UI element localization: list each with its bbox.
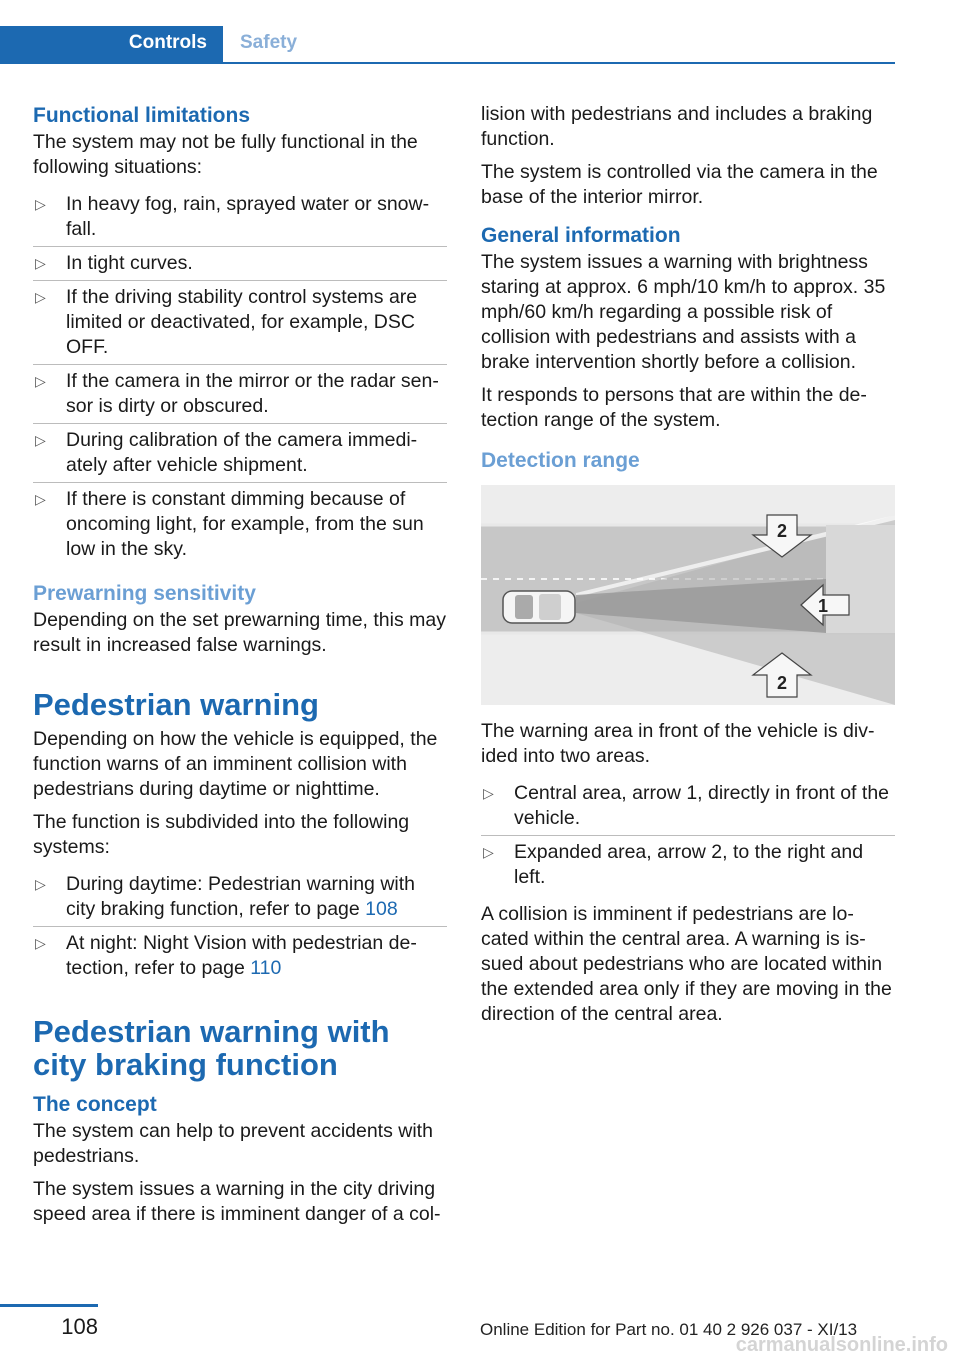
tab-controls[interactable]: Controls <box>0 26 223 62</box>
triangle-bullet-icon: ▷ <box>35 255 46 271</box>
continued-text-2: The system is controlled via the camera in the base of the interior mirror. <box>481 161 878 208</box>
general-text-1: The system issues a warning with brightness staring at approx. 6 mph/10 km/h to approx. 35 mph/60 km/h regarding a possible risk of collision with pedestrians and assists with a brake intervention shortly before a collision. <box>481 251 886 373</box>
triangle-bullet-icon: ▷ <box>35 935 46 951</box>
warning-area-text: The warning area in front of the vehicle is div‐ided into two areas. <box>481 720 875 767</box>
list-item: ▷ In tight curves. <box>33 247 447 281</box>
triangle-bullet-icon: ▷ <box>483 785 494 801</box>
pedestrian-warning-text-1: Depending on how the vehicle is equipped, the function warns of an imminent collision with pedestrians during daytime or nighttime. <box>33 728 438 800</box>
triangle-bullet-icon: ▷ <box>35 289 46 305</box>
warning-areas-list <box>481 777 895 894</box>
list-item: ▷ If there is constant dimming because of oncoming light, for example, from the sun low in the sky. <box>35 488 424 560</box>
functional-limitations-intro: The system may not be fully functional in the following situations: <box>33 131 418 178</box>
list-item: ▷ Expanded area, arrow 2, to the right and left. <box>483 841 864 888</box>
tab-safety[interactable]: Safety <box>240 32 298 53</box>
right-column <box>481 102 895 1035</box>
prewarning-text: Depending on the set prewarning time, this may result in increased false warnings. <box>33 609 446 656</box>
list-item: ▷ If the camera in the mirror or the radar sen‐sor is dirty or obscured. <box>33 365 447 424</box>
page-number-rule <box>0 1304 98 1307</box>
list-item: ▷ During daytime: Pedestrian warning with city braking function, refer to page 108 <box>33 868 447 927</box>
concept-text-2: The system issues a warning in the city driving speed area if there is imminent danger of a col‐ <box>33 1178 441 1225</box>
prewarning-sensitivity-heading: Prewarning sensitivity <box>33 582 256 605</box>
pedestrian-warning-heading: Pedestrian warning <box>33 687 319 722</box>
triangle-bullet-icon: ▷ <box>35 876 46 892</box>
triangle-bullet-icon: ▷ <box>35 373 46 389</box>
pedestrian-warning-text-2: The function is subdivided into the following systems: <box>33 811 410 858</box>
page-link-108[interactable]: 108 <box>365 898 398 920</box>
concept-text-1: The system can help to prevent accidents with pedestrians. <box>33 1120 433 1167</box>
page-number: 108 <box>61 1314 98 1339</box>
functional-limitations-list <box>33 188 447 566</box>
list-item: ▷ If the driving stability control systems are limited or deactivated, for example, DSC OFF. <box>33 281 447 365</box>
chapter-tabs <box>0 26 895 64</box>
triangle-bullet-icon: ▷ <box>35 196 46 212</box>
triangle-bullet-icon: ▷ <box>35 432 46 448</box>
list-item: ▷ During calibration of the camera immedi‐ately after vehicle shipment. <box>33 424 447 483</box>
triangle-bullet-icon: ▷ <box>483 844 494 860</box>
city-braking-heading: Pedestrian warning with city braking function <box>33 1014 390 1082</box>
continued-text-1: lision with pedestrians and includes a braking function. <box>481 103 873 150</box>
detection-range-heading: Detection range <box>481 449 640 472</box>
list-item: ▷ At night: Night Vision with pedestrian de‐tection, refer to page 110 <box>35 932 417 979</box>
functional-limitations-heading: Functional limitations <box>33 104 251 127</box>
general-text-2: It responds to persons that are within the de‐tection range of the system. <box>481 384 867 431</box>
detection-range-illustration <box>481 485 895 705</box>
triangle-bullet-icon: ▷ <box>35 491 46 507</box>
pedestrian-systems-list <box>33 868 447 985</box>
page-link-110[interactable]: 110 <box>250 957 282 979</box>
detection-range-figure <box>481 485 895 705</box>
svg-text:1: 1 <box>817 596 829 616</box>
list-item: ▷ In heavy fog, rain, sprayed water or snow‐fall. <box>33 188 447 247</box>
left-column <box>33 102 447 1235</box>
general-information-heading: General information <box>481 224 681 247</box>
svg-text:2: 2 <box>776 673 788 693</box>
concept-heading: The concept <box>33 1093 157 1116</box>
svg-text:2: 2 <box>776 521 788 541</box>
edition-footer: Online Edition for Part no. 01 40 2 926 037 - XI/13 <box>480 1320 858 1339</box>
watermark: carmanualsonline.info <box>735 1334 948 1356</box>
list-item: ▷ Central area, arrow 1, directly in front of the vehicle. <box>481 777 895 836</box>
collision-text: A collision is imminent if pedestrians are lo‐cated within the central area. A warning is is‐sued about pedestrians who are located within the extended area only if they are moving in the direction of the central area. <box>481 903 892 1025</box>
